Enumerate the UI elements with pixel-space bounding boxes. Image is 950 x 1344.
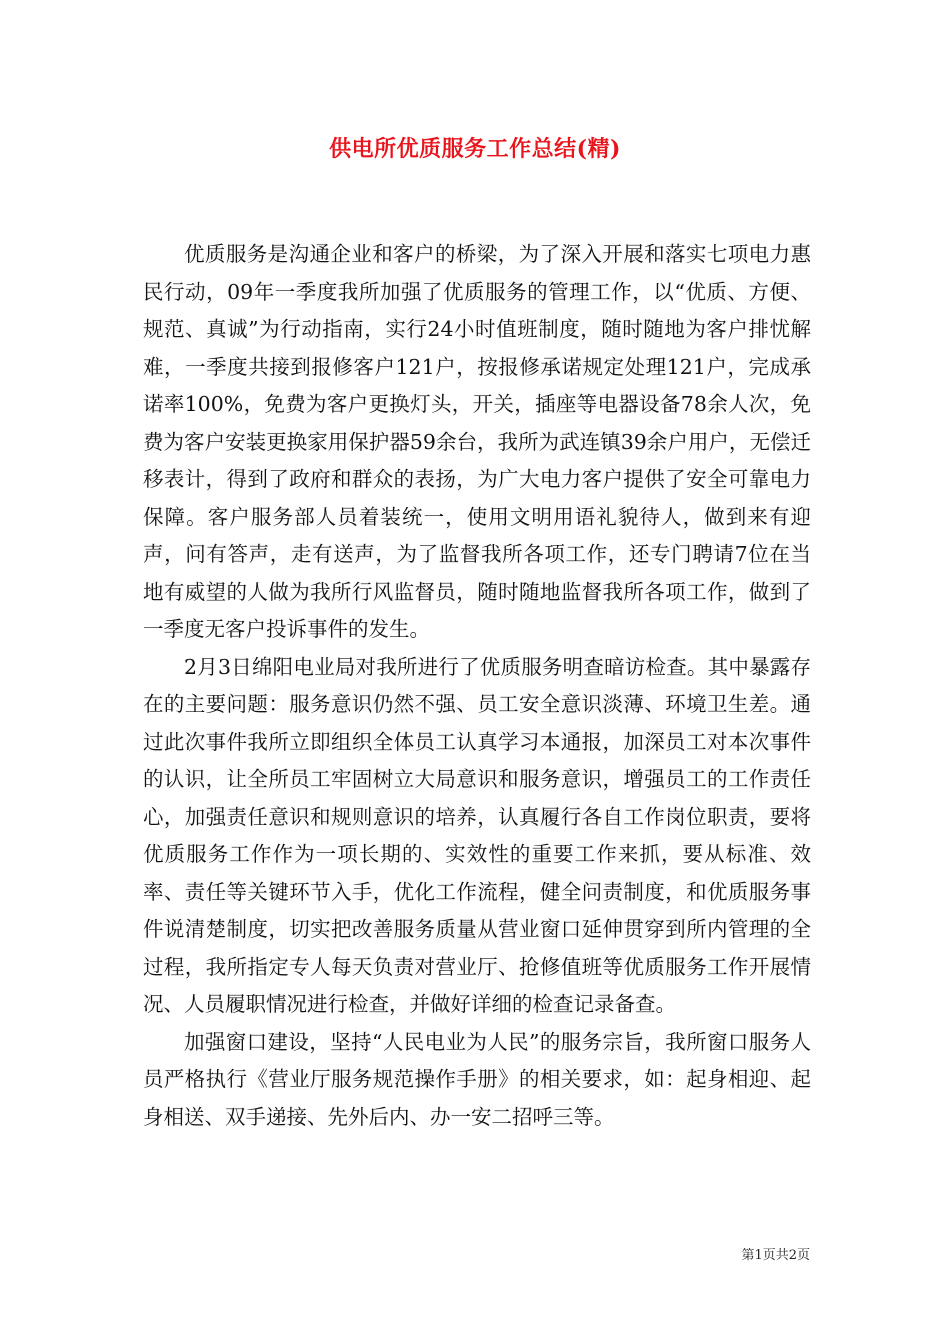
paragraph-service-overview: 优质服务是沟通企业和客户的桥梁，为了深入开展和落实七项电力惠民行动，09年一季度我所加强了优质服务的管理工作，以“优质、方便、规范、真诚”为行动指南，实行24小时值班制度，随时随地为客户排忧解难，一季度共接到报修客户121户，按报修承诺规定处理121户，完成承诺率100%，免费为客户更换灯头，开关，插座等电器设备78余人次，免费为客户安装更换家用保护器59余台，我所为武连镇39余户用户，无偿迁移表计，得到了政府和群众的表扬，为广大电力客户提供了安全可靠电力保障。客户服务部人员着装统一，使用文明用语礼貌待人，做到来有迎声，问有答声，走有送声，为了监督我所各项工作，还专门聘请7位在当地有威望的人做为我所行风监督员，随时随地监督我所各项工作，做到了一季度无客户投诉事件的发生。	[143, 242, 811, 641]
document-title: 供电所优质服务工作总结(精)	[329, 136, 621, 162]
document-body	[143, 236, 811, 1136]
paragraph-inspection-issues: 2月3日绵阳电业局对我所进行了优质服务明查暗访检查。其中暴露存在的主要问题：服务意识仍然不强、员工安全意识淡薄、环境卫生差。通过此次事件我所立即组织全体员工认真学习本通报，加深员工对本次事件的认识，让全所员工牢固树立大局意识和服务意识，增强员工的工作责任心，加强责任意识和规则意识的培养，认真履行各自工作岗位职责，要将优质服务工作作为一项长期的、实效性的重要工作来抓，要从标准、效率、责任等关键环节入手，优化工作流程，健全问责制度，和优质服务事件说清楚制度，切实把改善服务质量从营业窗口延伸贯穿到所内管理的全过程，我所指定专人每天负责对营业厅、抢修值班等优质服务工作开展情况、人员履职情况进行检查，并做好详细的检查记录备查。	[143, 654, 811, 1016]
paragraph-window-construction: 加强窗口建设，坚持“人民电业为人民”的服务宗旨，我所窗口服务人员严格执行《营业厅服务规范操作手册》的相关要求，如：起身相迎、起身相送、双手递接、先外后内、办一安二招呼三等。	[143, 1029, 811, 1129]
page-number-footer: 第1页共2页	[741, 1248, 810, 1263]
